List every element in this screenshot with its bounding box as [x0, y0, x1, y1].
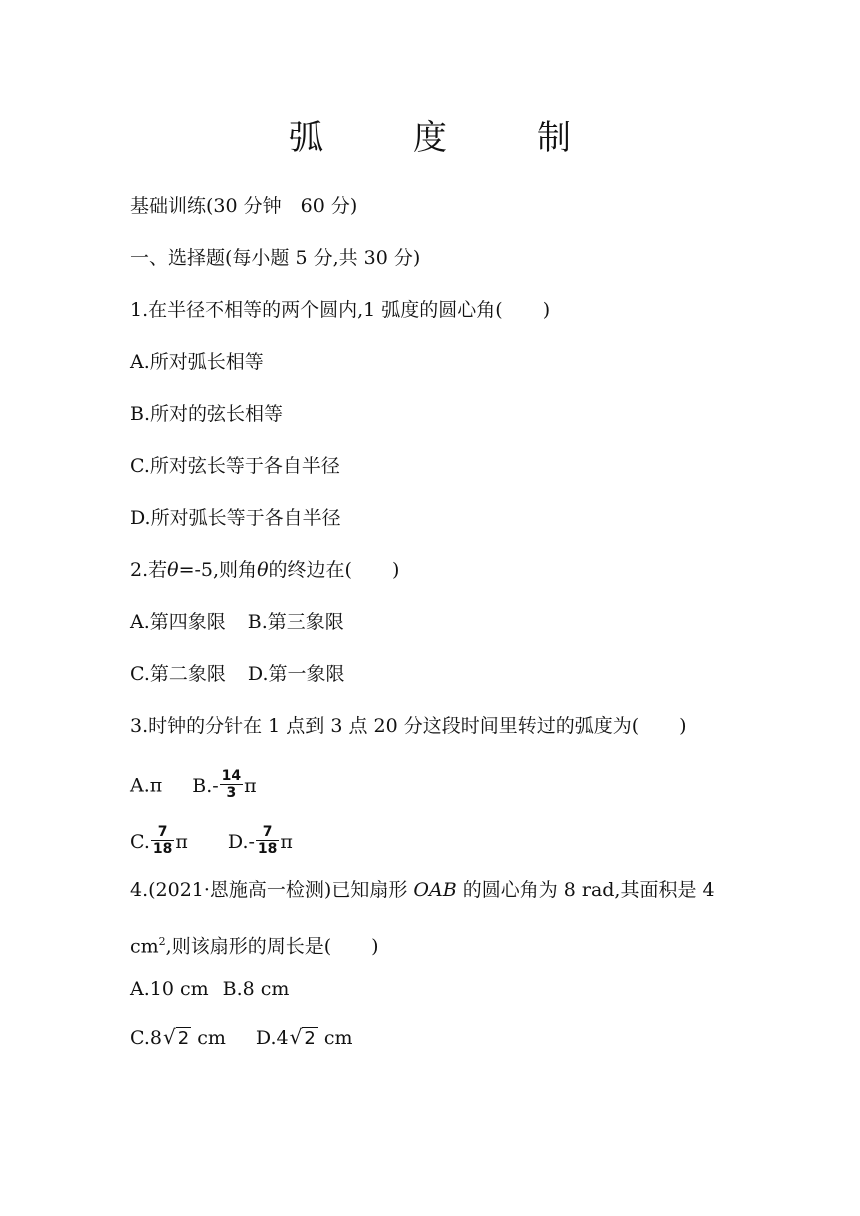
question-1-stem [130, 297, 550, 323]
unit-cm: cm [317, 1027, 353, 1049]
question-3-text: 3.时钟的分针在 1 点到 3 点 20 分这段时间里转过的弧度为( [130, 715, 640, 737]
pi-symbol: π [175, 830, 188, 853]
question-2-post: 的终边在( [268, 559, 352, 581]
square-root-2: √ 2 [163, 1025, 190, 1049]
question-4-close: ) [371, 935, 379, 958]
fraction-7-over-18 [256, 824, 279, 857]
option-c-prefix: C.8 [130, 1027, 162, 1049]
question-1-close: ) [542, 299, 551, 321]
question-3-close: ) [679, 715, 687, 737]
question-3-options-cd [130, 826, 293, 859]
question-3-stem [130, 713, 687, 739]
unit-cm: cm [130, 935, 159, 958]
part-heading: 一、选择题(每小题 5 分,共 30 分) [130, 247, 421, 269]
unit-cm: cm [191, 1027, 226, 1049]
question-3-option-a: A.π [130, 774, 163, 797]
question-4-options-cd [130, 1024, 353, 1052]
question-2-close: ) [391, 559, 400, 581]
page-title: 弧 度 制 [289, 118, 599, 158]
question-4-option-d [256, 1027, 353, 1049]
square-root-2: √ 2 [289, 1025, 316, 1049]
radicand: 2 [177, 1028, 190, 1049]
question-2-pre: 2.若 [130, 559, 168, 581]
theta-symbol: θ [257, 559, 269, 581]
question-2-option-b: B.第三象限 [247, 611, 344, 633]
question-2-option-a: A.第四象限 [130, 611, 226, 633]
fraction-14-over-3 [220, 768, 243, 801]
option-d-prefix: D.- [227, 830, 255, 853]
question-4-option-a: A.10 cm [130, 978, 209, 1000]
fraction-denominator: 18 [257, 841, 278, 857]
question-3-option-d [227, 824, 293, 857]
section-heading: 基础训练(30 分钟 60 分) [130, 195, 358, 217]
radicand: 2 [304, 1028, 316, 1049]
pi-symbol: π [244, 774, 257, 797]
option-d-prefix: D.4 [255, 1027, 289, 1049]
option-c-prefix: C. [130, 830, 150, 853]
question-4-option-b: B.8 cm [222, 978, 290, 1000]
question-1-option-d: D.所对弧长等于各自半径 [130, 507, 341, 529]
question-1-option-b: B.所对的弦长相等 [130, 403, 284, 425]
question-3-options-ab [130, 770, 257, 803]
fraction-numerator: 7 [151, 824, 174, 841]
option-b-prefix: B.- [192, 774, 219, 797]
question-4-text-pre: 4.(2021·恩施高一检测)已知扇形 [130, 879, 414, 901]
fraction-numerator: 7 [256, 824, 279, 841]
question-4-stem-line-2 [130, 929, 379, 959]
question-4-text-post2: ,则该扇形的周长是( [165, 935, 332, 958]
question-2-stem [130, 557, 399, 583]
theta-symbol: θ [167, 559, 179, 581]
question-2-option-d: D.第一象限 [247, 663, 345, 685]
question-2-options-ab [130, 609, 344, 635]
question-1-text: 1.在半径不相等的两个圆内,1 弧度的圆心角( [130, 299, 503, 321]
fraction-denominator: 3 [226, 785, 237, 801]
question-2-options-cd [130, 661, 345, 687]
pi-symbol: π [280, 830, 293, 853]
sector-name: OAB [413, 879, 457, 901]
question-4-option-c [130, 1027, 226, 1049]
question-4-options-ab [130, 976, 289, 1002]
superscript-2: 2 [158, 935, 166, 948]
fraction-7-over-18 [151, 824, 174, 857]
question-4-stem-line-1 [130, 877, 715, 903]
question-2-option-c: C.第二象限 [130, 663, 226, 685]
question-1-option-c: C.所对弦长等于各自半径 [130, 455, 340, 477]
question-4-text-post: 的圆心角为 8 rad,其面积是 4 [456, 879, 715, 901]
question-3-option-b [192, 768, 257, 801]
question-1-option-a: A.所对弧长相等 [130, 351, 264, 373]
question-2-mid: =-5,则角 [178, 559, 258, 581]
fraction-denominator: 18 [152, 841, 173, 857]
fraction-numerator: 14 [221, 768, 242, 784]
question-3-option-c [130, 824, 188, 857]
